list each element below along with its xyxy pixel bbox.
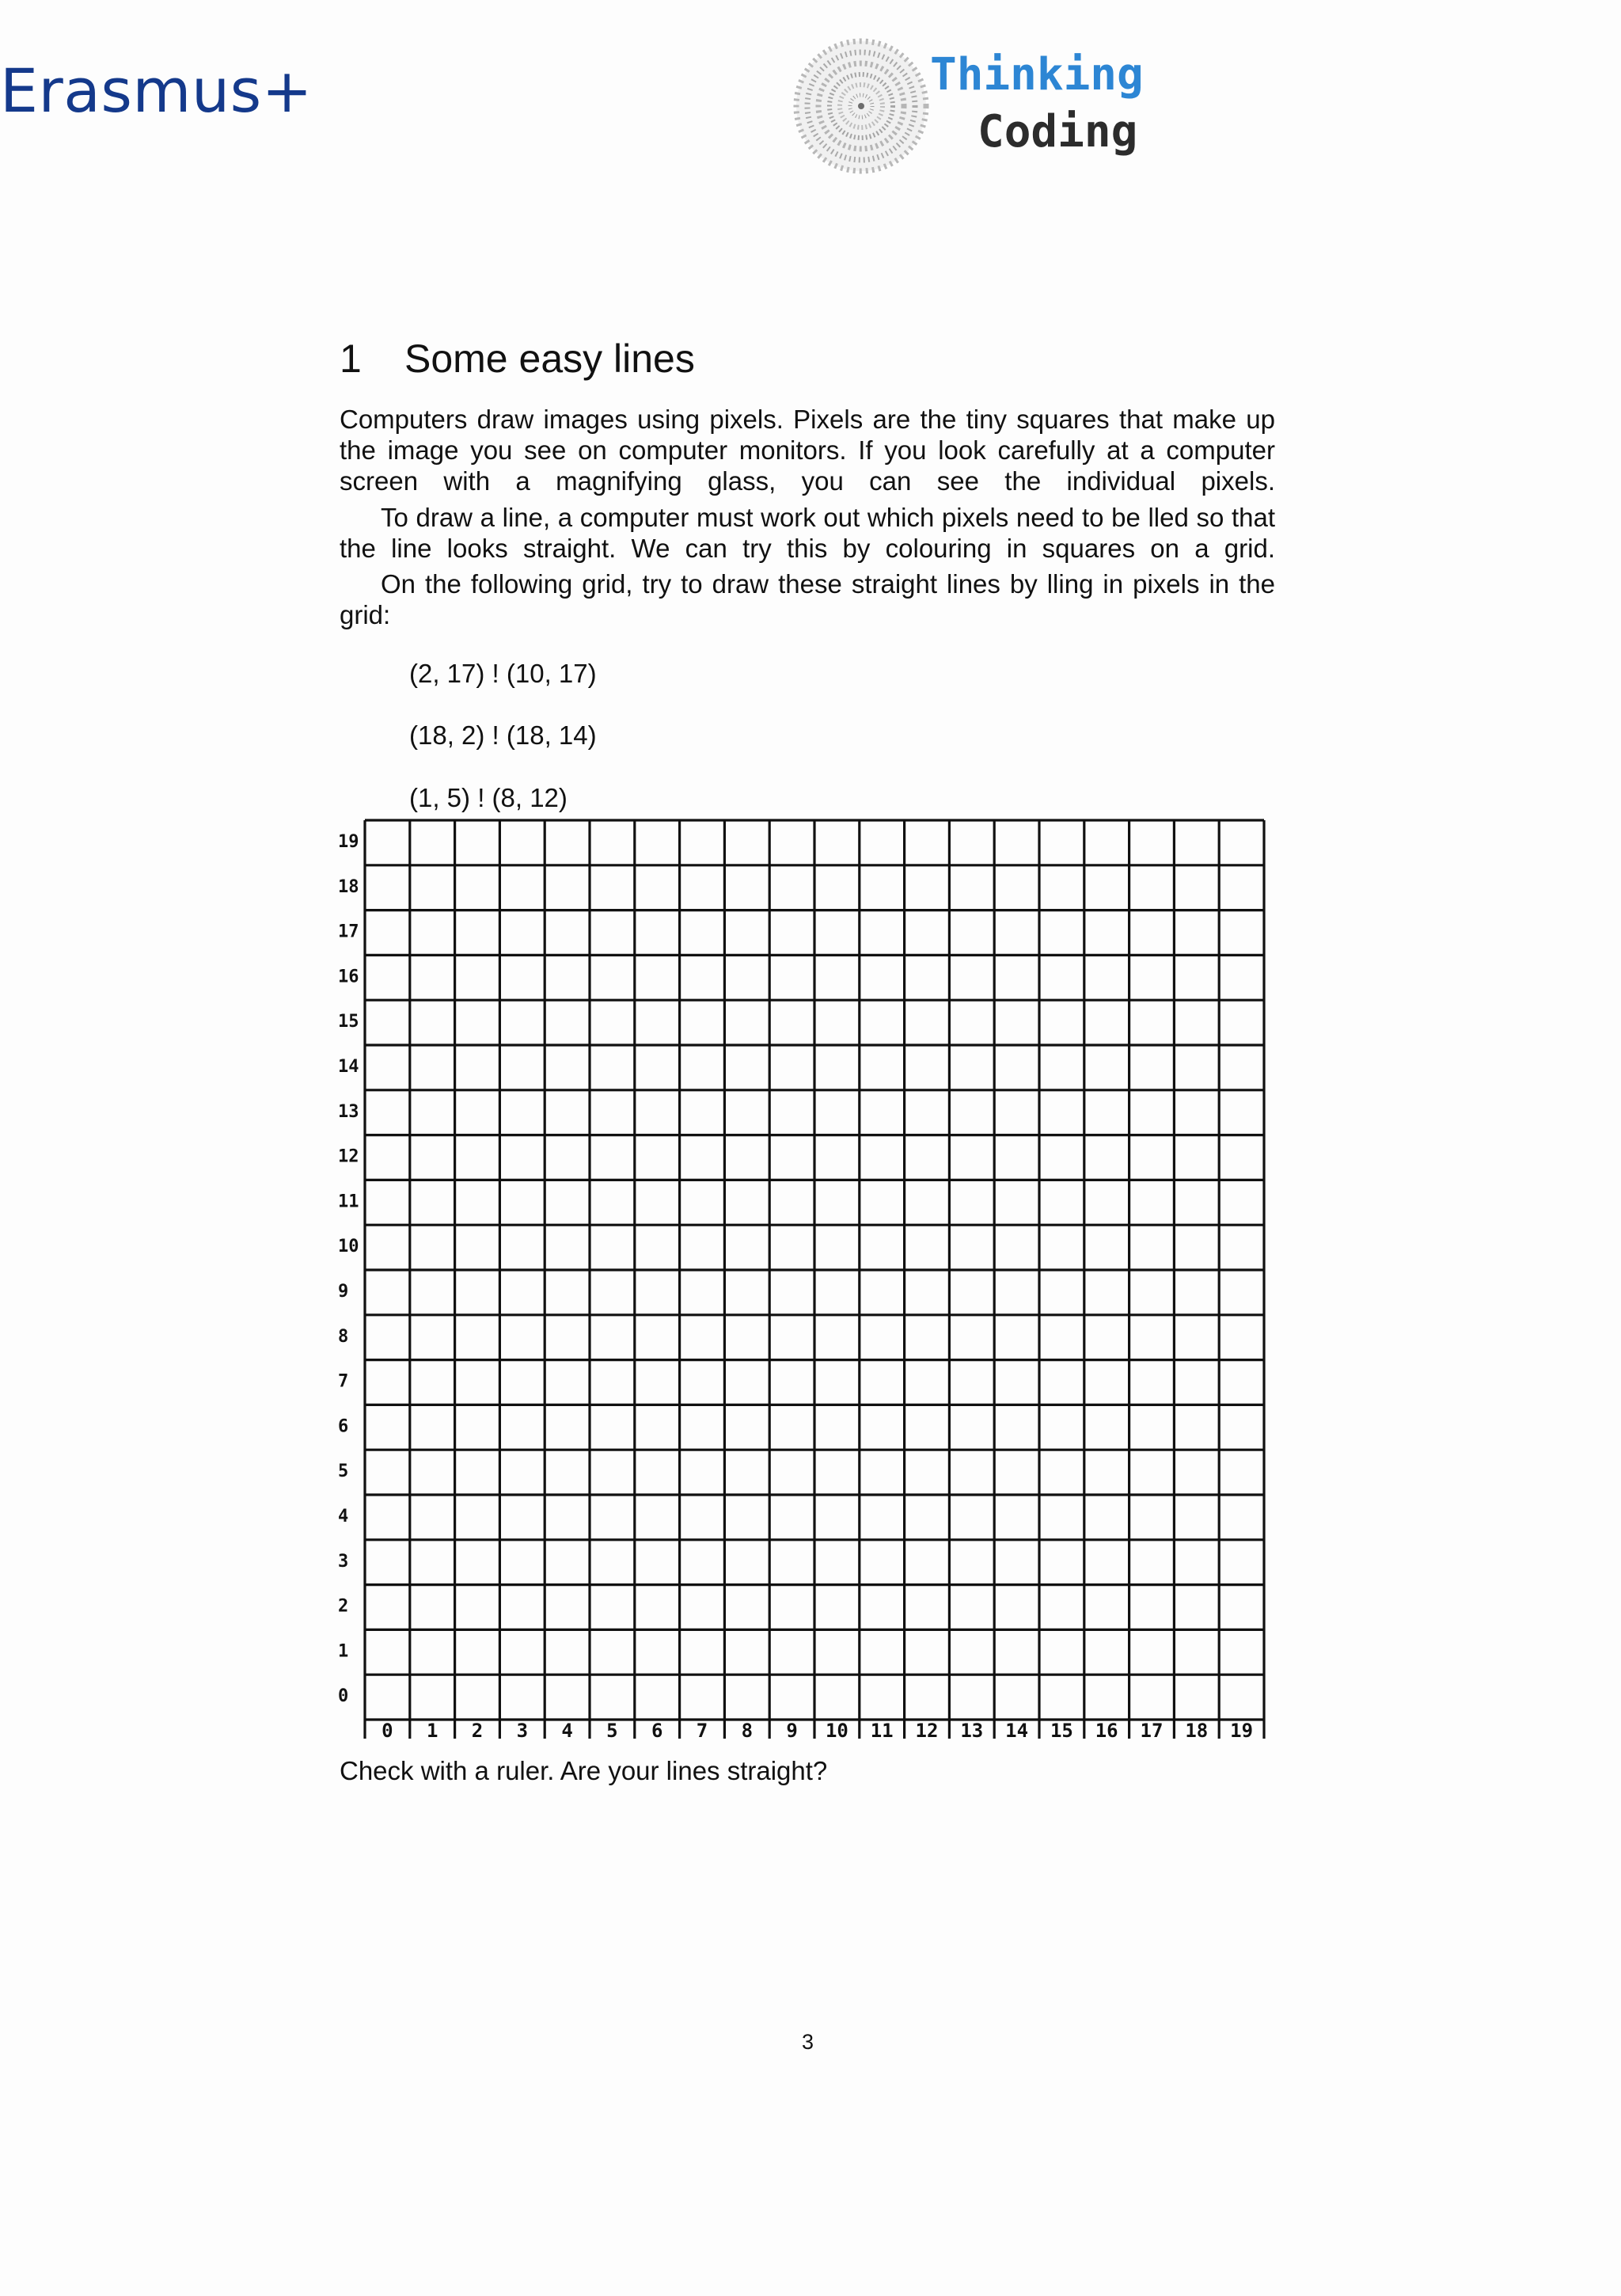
- y-axis-tick-label: 18: [338, 876, 359, 897]
- x-axis-tick-label: 4: [561, 1720, 573, 1742]
- x-axis-tick-label: 11: [870, 1720, 894, 1742]
- section-title: Some easy lines: [404, 336, 695, 381]
- x-axis-tick-label: 10: [825, 1720, 848, 1742]
- y-axis-tick-label: 13: [338, 1101, 359, 1122]
- line-coordinates-1: (2, 17) ! (10, 17): [409, 659, 597, 688]
- y-axis-tick-label: 16: [338, 967, 359, 987]
- x-axis-tick-label: 3: [516, 1720, 529, 1742]
- x-axis-tick-label: 18: [1185, 1720, 1209, 1742]
- x-axis-tick-label: 19: [1230, 1720, 1254, 1742]
- line-coordinates-3: (1, 5) ! (8, 12): [409, 783, 568, 812]
- y-axis-tick-label: 3: [338, 1551, 349, 1572]
- y-axis-tick-label: 17: [338, 922, 359, 942]
- x-axis-tick-label: 17: [1140, 1720, 1164, 1742]
- line-coordinates-2: (18, 2) ! (18, 14): [409, 720, 597, 750]
- ruler-check-question: Check with a ruler. Are your lines straight?: [340, 1756, 828, 1785]
- y-axis-tick-label: 14: [338, 1057, 359, 1077]
- y-axis-tick-label: 15: [338, 1012, 359, 1032]
- x-axis-tick-label: 2: [471, 1720, 484, 1742]
- x-axis-tick-label: 0: [382, 1720, 393, 1742]
- y-axis-tick-label: 1: [338, 1641, 349, 1662]
- y-axis-tick-label: 12: [338, 1146, 359, 1167]
- logo-text-thinking: Thinking: [930, 49, 1144, 101]
- page-number: 3: [802, 2030, 814, 2054]
- x-axis-tick-label: 12: [915, 1720, 939, 1742]
- x-axis-tick-label: 16: [1095, 1720, 1118, 1742]
- x-axis-tick-label: 13: [960, 1720, 984, 1742]
- x-axis-tick-label: 15: [1050, 1720, 1073, 1742]
- y-axis-tick-label: 0: [338, 1686, 349, 1707]
- x-axis-tick-label: 5: [606, 1720, 618, 1742]
- erasmus-logo: Erasmus+: [0, 55, 313, 126]
- x-axis-tick-label: 8: [741, 1720, 754, 1742]
- y-axis-tick-label: 9: [338, 1282, 349, 1302]
- y-axis-tick-label: 2: [338, 1596, 349, 1617]
- x-axis-tick-label: 6: [651, 1720, 663, 1742]
- y-axis-tick-label: 8: [338, 1326, 349, 1347]
- intro-paragraph: Computers draw images using pixels. Pixels are the tiny squares that make up the image you see on computer monitors. If you look carefully at a computer screen with a magnifying glass, you can see the individual pixels.: [340, 405, 1275, 496]
- y-axis-tick-label: 4: [338, 1507, 349, 1526]
- instructions-paragraph: On the following grid, try to draw these straight lines by lling in pixels in the grid:: [340, 569, 1275, 629]
- x-axis-tick-label: 14: [1005, 1720, 1029, 1742]
- y-axis-tick-label: 19: [338, 832, 359, 852]
- x-axis-tick-label: 9: [786, 1720, 798, 1742]
- section-number: 1: [340, 336, 362, 381]
- y-axis-tick-label: 11: [338, 1192, 359, 1212]
- y-axis-tick-label: 7: [338, 1371, 349, 1392]
- line-drawing-paragraph: To draw a line, a computer must work out which pixels need to be lled so that the line looks straight. We can try this by colouring in squares on a grid.: [340, 503, 1275, 563]
- logo-text-coding: Coding: [978, 106, 1138, 158]
- y-axis-tick-label: 10: [338, 1237, 359, 1257]
- x-axis-tick-label: 7: [696, 1720, 708, 1742]
- y-axis-tick-label: 6: [338, 1416, 349, 1437]
- y-axis-tick-label: 5: [338, 1462, 349, 1482]
- x-axis-tick-label: 1: [426, 1720, 438, 1742]
